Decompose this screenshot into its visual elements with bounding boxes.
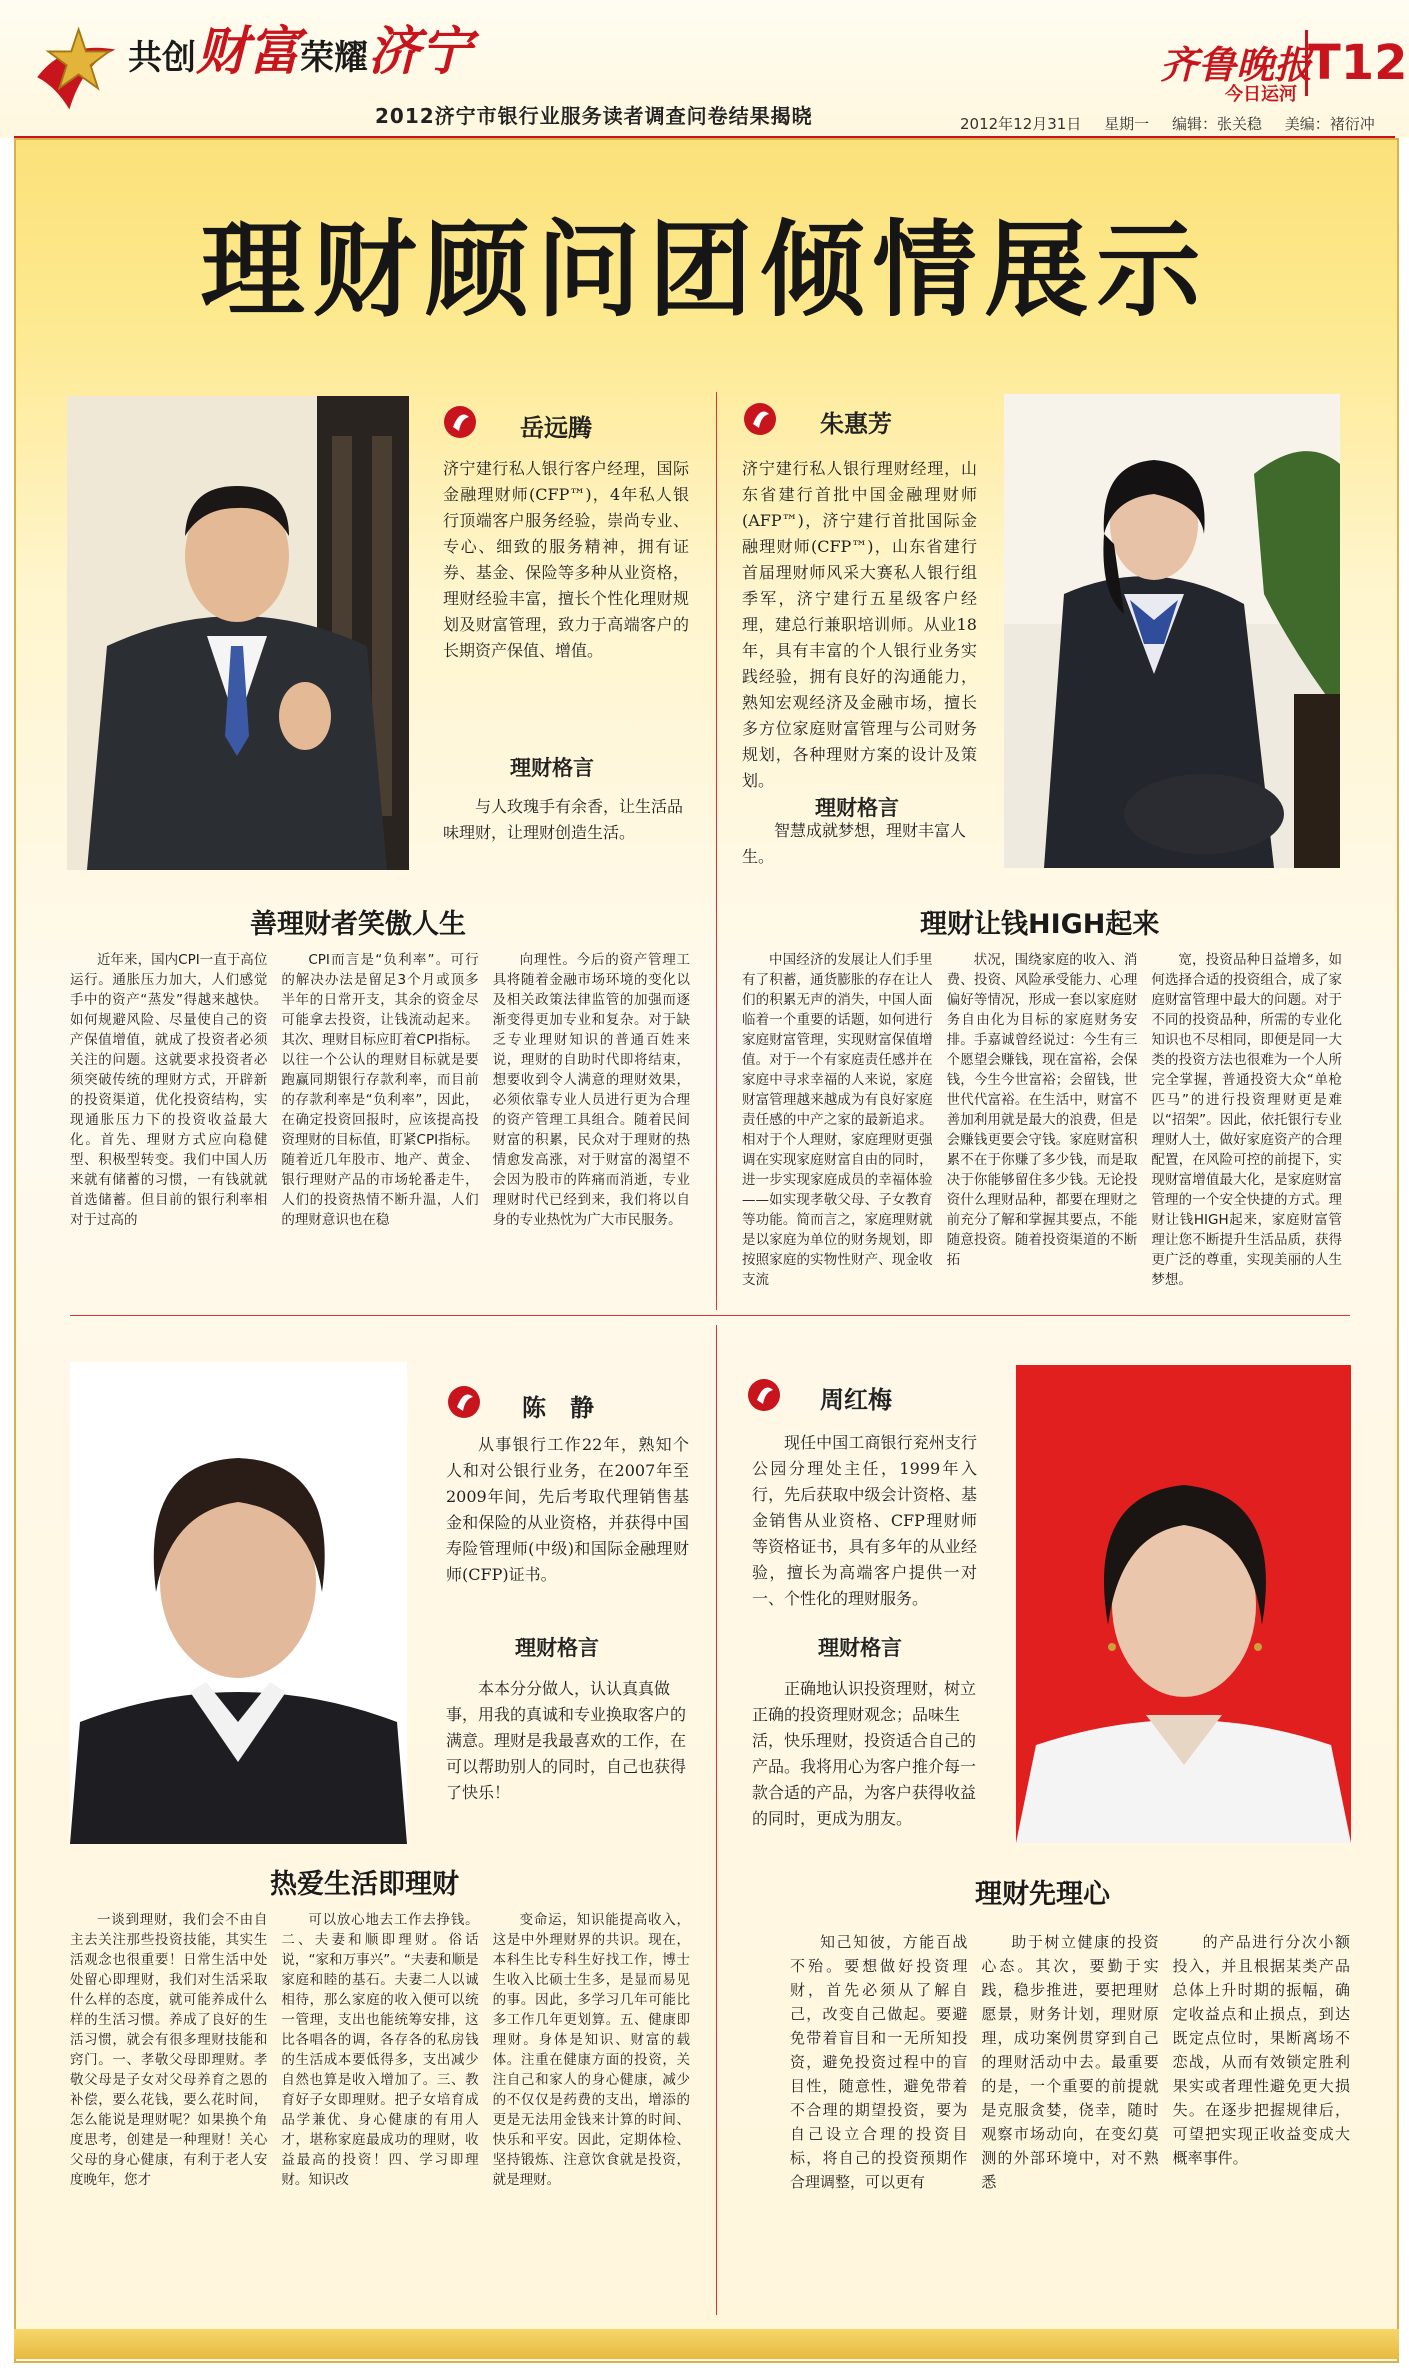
motto-heading: 理财格言 xyxy=(818,1636,902,1660)
article-column: 的产品进行分次小额投入，并且根据某类产品总体上升时期的振幅，确定收益点和止损点，到达既定点位时，果断离场不恋战，从而有效锁定胜利果实或者理性避免更大损失。在逐步把握规律后，可望把实现正收益变成大概率事件。 xyxy=(1172,1933,1350,2167)
header-slogan: 共创财富荣耀济宁 xyxy=(128,21,473,82)
advisor-photo-zhu xyxy=(1004,394,1340,868)
bank-logo-icon xyxy=(743,402,777,436)
article-title: 善理财者笑傲人生 xyxy=(250,909,466,940)
article-body xyxy=(70,1910,690,2310)
advisor-bio: 从事银行工作22年，熟知个人和对公银行业务，在2007年至2009年间，先后考取代理销售基金和保险的从业资格，并获得中国寿险管理师(中级)和国际金融理财师(CFP)证书。 xyxy=(446,1435,689,1584)
middle-divider xyxy=(70,1315,1350,1316)
article-title: 理财让钱HIGH起来 xyxy=(920,909,1160,940)
advisor-bio: 济宁建行私人银行客户经理，国际金融理财师(CFP™)，4年私人银行顶端客户服务经验，崇尚专业、专心、细致的服务精神，拥有证券、基金、保险等多种从业资格，理财经验丰富，擅长个性化理财规划及财富管理，致力于高端客户的长期资产保值、增值。 xyxy=(443,459,689,660)
article-body xyxy=(70,950,690,1290)
header-subtitle: 2012济宁市银行业服务读者调查问卷结果揭晓 xyxy=(375,104,813,128)
advisor-name: 周红梅 xyxy=(820,1386,892,1414)
editor-credit: 编辑：张关稳 xyxy=(1171,115,1262,133)
article-title: 热爱生活即理财 xyxy=(270,1869,459,1900)
article-title: 理财先理心 xyxy=(975,1879,1110,1910)
bank-logo-icon xyxy=(443,405,477,439)
article-column: 一谈到理财，我们会不由自主去关注那些投资技能，其实生活观念也很重要！日常生活中处处留心即理财，我们对生活采取什么样的态度，就可能养成什么样的生活习惯。养成了良好的生活习惯，就会有很多理财技能和窍门。一、孝敬父母即理财。孝敬父母是子女对父母养育之恩的补偿，要么花钱，要么花时间，怎么能说是理财呢？如果换个角度思考，创建是一种理财！关心父母的身心健康，有利于老人安度晚年，您才 xyxy=(70,1912,268,2188)
issue-weekday: 星期一 xyxy=(1104,115,1150,133)
motto-heading: 理财格言 xyxy=(815,796,899,820)
section-name: 今日运河 xyxy=(1225,84,1297,105)
article-column: CPI而言是“负利率”。可行的解决办法是留足3个月或顶多半年的日常开支，其余的资金尽可能拿去投资，让钱流动起来。其次、理财目标应盯着CPI指标。以往一个公认的理财目标就是要跑赢同期银行存款利率，而目前的存款利率是“负利率”，因此，在确定投资回报时，应该提高投资理财的目标值，盯紧CPI指标。随着近几年股市、地产、黄金、银行理财产品的市场轮番走牛，人们的投资热情不断升温，人们的理财意识也在稳 xyxy=(281,952,479,1228)
bank-logo-icon xyxy=(747,1378,781,1412)
advisor-motto: 正确地认识投资理财，树立正确的投资理财观念；品味生活，快乐理财，投资适合自己的产品。我将用心为客户推介每一款合适的产品，为客户获得收益的同时，更成为朋友。 xyxy=(752,1679,977,1828)
article-column: 向理性。今后的资产管理工具将随着金融市场环境的变化以及相关政策法律监管的加强而逐渐变得更加专业和复杂。对于缺乏专业理财知识的普通百姓来说，理财的自助时代即将结束，想要收到令人满意的理财效果，必须依靠专业人员进行更为合理的资产管理工具组合。随着民间财富的积累，民众对于理财的热情愈发高涨，对于财富的渴望不会因为股市的阵痛而消逝，专业理财时代已经到来，我们将以自身的专业热忱为广大市民服务。 xyxy=(492,952,690,1228)
advisor-name: 朱惠芳 xyxy=(820,410,892,438)
advisor-bio: 济宁建行私人银行理财经理，山东省建行首批中国金融理财师(AFP™)，济宁建行首批国际金融理财师(CFP™)，山东省建行首届理财师风采大赛私人银行组季军，济宁建行五星级客户经理，建总行兼职培训师。从业18年，具有丰富的个人银行业务实践经验，拥有良好的沟通能力，熟知宏观经济及金融市场，擅长多方位家庭财富管理与公司财务规划，各种理财方案的设计及策划。 xyxy=(742,459,977,790)
advisor-bio: 现任中国工商银行兖州支行公园分理处主任，1999年入行，先后获取中级会计资格、基金销售从业资格、CFP理财师等资格证书，具有多年的从业经验，擅长为高端客户提供一对一、个性化的理财服务。 xyxy=(752,1433,977,1608)
advisor-motto: 与人玫瑰手有余香，让生活品味理财，让理财创造生活。 xyxy=(443,797,684,842)
advisor-photo-chen xyxy=(70,1362,407,1844)
motto-heading: 理财格言 xyxy=(515,1636,599,1660)
advisor-name: 岳远腾 xyxy=(520,414,592,442)
bottom-band xyxy=(14,2329,1399,2359)
page-number: T12 xyxy=(1305,30,1398,96)
article-column: 宽，投资品种日益增多，如何选择合适的投资组合，成了家庭财富管理中最大的问题。对于不同的投资品种，所需的专业化知识也不尽相同，即便是同一大类的投资方法也很难为一个人所完全掌握，普通投资大众“单枪匹马”的进行投资理财更是难以“招架”。因此，依托银行专业理财人士，做好家庭资产的合理配置，在风险可控的前提下，实现财富增值最大化，是家庭财富管理的一个安全快捷的方式。理财让钱HIGH起来，家庭财富管理让您不断提升生活品质，获得更广泛的尊重，实现美丽的人生梦想。 xyxy=(1151,952,1343,1288)
article-body xyxy=(790,1930,1350,2310)
advisor-photo-yue xyxy=(67,396,409,870)
advisor-name: 陈 静 xyxy=(522,1394,594,1422)
masthead xyxy=(0,0,1409,138)
issue-date: 2012年12月31日 xyxy=(960,115,1082,133)
advisor-motto: 本本分分做人，认认真真做事，用我的真诚和专业换取客户的满意。理财是我最喜欢的工作，在可以帮助别人的同时，自己也获得了快乐！ xyxy=(446,1679,687,1802)
article-column: 状况，围绕家庭的收入、消费、投资、风险承受能力、心理偏好等情况，形成一套以家庭财务自由化为目标的家庭财务安排。手嘉诚曾经说过：今生有三个愿望会赚钱，现在富裕，会保钱，今生今世富裕；会留钱，世世代代富裕。在生活中，财富不善加利用就是最大的浪费，但是会赚钱更要会守钱。家庭财富积累不在于你赚了多少钱，而是取决于你能够留住多少钱。无论投资什么理财品种，都要在理财之前充分了解和掌握其要点，不能随意投资。随着投资渠道的不断拓 xyxy=(946,952,1138,1268)
article-column: 近年来，国内CPI一直于高位运行。通胀压力加大，人们感觉手中的资产“蒸发”得越来越快。如何规避风险、尽量使自己的资产保值增值，就成了投资者必须关注的问题。这就要求投资者必须突破传统的理财方式，开辟新的投资渠道，优化投资结构，实现通胀压力下的投资收益最大化。首先、理财方式应向稳健型、积极型转变。我们中国人历来就有储蓄的习惯，一有钱就就首选储蓄。但目前的银行利率相对于过高的 xyxy=(70,952,268,1228)
dateline xyxy=(960,113,1393,134)
article-column: 变命运，知识能提高收入，这是中外理财界的共识。现在，本科生比专科生好找工作，博士生收入比硕士生多，是显而易见的事。因此，多学习几年可能比多工作几年更划算。五、健康即理财。身体是知识、财富的载体。注重在健康方面的投资，关注自己和家人的身心健康，减少的不仅仅是药费的支出，增添的更是无法用金钱来计算的时间、快乐和平安。因此，定期体检、坚持锻炼、注意饮食就是投资，就是理财。 xyxy=(492,1912,690,2188)
article-body xyxy=(742,950,1342,1290)
newspaper-logo: 齐鲁晚报 xyxy=(1160,42,1313,87)
page-headline: 理财顾问团倾情展示 xyxy=(200,209,1209,331)
article-column: 可以放心地去工作去挣钱。二、夫妻和顺即理财。俗话说，“家和万事兴”。“夫妻和顺是家庭和睦的基石。夫妻二人以诚相待，那么家庭的收入便可以统一管理，支出也能统筹安排，这比各唱各的调，各存各的私房钱的生活成本要低得多，支出减少自然也算是收入增加了。三、教育好子女即理财。把子女培育成品学兼优、身心健康的有用人才，堪称家庭最成功的理财，收益最高的投资！四、学习即理财。知识改 xyxy=(281,1912,479,2188)
article-column: 知己知彼，方能百战不殆。要想做好投资理财，首先必须从了解自己，改变自己做起。要避免带着盲目和一无所知投资，避免投资过程中的盲目性，随意性，避免带着不合理的期望投资，要为自己设立合理的投资目标，将自己的投资预期作合理调整，可以更有 xyxy=(790,1933,968,2191)
center-divider-top xyxy=(716,392,717,1310)
star-emblem-icon xyxy=(28,22,120,114)
article-column: 助于树立健康的投资心态。其次，要勤于实践，稳步推进，要把理财愿景，财务计划，理财原理，成功案例贯穿到自己的理财活动中去。最重要的是，一个重要的前提就是克服贪婪，侥幸，随时观察市场动向，在变幻莫测的外部环境中，对不熟悉 xyxy=(981,1933,1159,2191)
advisor-motto: 智慧成就梦想，理财丰富人生。 xyxy=(742,821,967,866)
center-divider-bottom xyxy=(716,1325,717,2315)
advisor-photo-zhou xyxy=(1016,1365,1351,1843)
bank-logo-icon xyxy=(447,1385,481,1419)
designer-credit: 美编：褚衍冲 xyxy=(1284,115,1375,133)
article-column: 中国经济的发展让人们手里有了积蓄，通货膨胀的存在让人们的积累无声的消失，中国人面临着一个重要的话题，如何进行家庭财富管理，实现财富保值增值。对于一个有家庭责任感并在家庭中寻求幸福的人来说，家庭财富管理越来越成为有良好家庭责任感的中产之家的最新追求。相对于个人理财，家庭理财更强调在实现家庭财富自由的同时，进一步实现家庭成员的幸福体验——如实现孝敬父母、子女教育等功能。简而言之，家庭理财就是以家庭为单位的财务规划，即按照家庭的实物性财产、现金收支流 xyxy=(742,952,933,1288)
motto-heading: 理财格言 xyxy=(510,756,594,780)
